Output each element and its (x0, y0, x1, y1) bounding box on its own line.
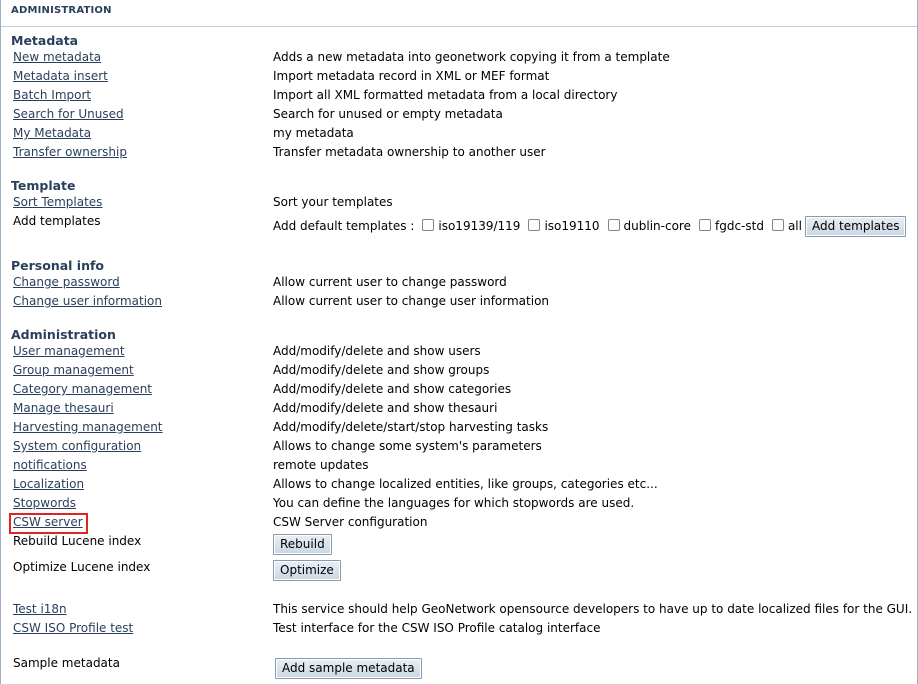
csw-server-desc: CSW Server configuration (273, 515, 428, 529)
checkbox-fgdc-std[interactable] (699, 219, 711, 231)
add-templates-button[interactable]: Add templates (805, 216, 906, 237)
batch-import-link[interactable]: Batch Import (13, 88, 92, 102)
my-metadata-link[interactable]: My Metadata (13, 126, 92, 140)
checkbox-iso19110[interactable] (528, 219, 540, 231)
manage-thesauri-link[interactable]: Manage thesauri (13, 401, 114, 415)
user-management-link[interactable]: User management (13, 344, 125, 358)
metadata-insert-link[interactable]: Metadata insert (13, 69, 108, 83)
add-sample-metadata-button[interactable]: Add sample metadata (275, 658, 422, 679)
category-management-link[interactable]: Category management (13, 382, 153, 396)
test-i18n-link[interactable]: Test i18n (13, 602, 67, 616)
sort-templates-link[interactable]: Sort Templates (13, 195, 103, 209)
localization-desc: Allows to change localized entities, like groups, categories etc... (273, 477, 658, 491)
transfer-ownership-desc: Transfer metadata ownership to another user (273, 145, 546, 159)
checkbox-all[interactable] (772, 219, 784, 231)
csw-server-link[interactable]: CSW server (13, 515, 83, 529)
notifications-desc: remote updates (273, 458, 369, 472)
option-iso19110-label: iso19110 (544, 219, 600, 233)
system-configuration-desc: Allows to change some system's parameters (273, 439, 542, 453)
change-user-information-link[interactable]: Change user information (13, 294, 163, 308)
header-divider (1, 26, 917, 27)
manage-thesauri-desc: Add/modify/delete and show thesauri (273, 401, 498, 415)
group-management-desc: Add/modify/delete and show groups (273, 363, 490, 377)
my-metadata-desc: my metadata (273, 126, 354, 140)
optimize-button[interactable]: Optimize (273, 560, 341, 581)
sample-metadata-label: Sample metadata (13, 656, 120, 670)
optimize-lucene-label: Optimize Lucene index (13, 560, 151, 574)
metadata-insert-desc: Import metadata record in XML or MEF format (273, 69, 550, 83)
option-iso19139-label: iso19139/119 (438, 219, 521, 233)
option-all-label: all (787, 219, 802, 233)
new-metadata-desc: Adds a new metadata into geonetwork copying it from a template (273, 50, 670, 64)
section-title-metadata: Metadata (11, 33, 79, 48)
user-management-desc: Add/modify/delete and show users (273, 344, 481, 358)
add-templates-label: Add templates (13, 214, 101, 228)
rebuild-button[interactable]: Rebuild (273, 534, 332, 555)
checkbox-iso19139[interactable] (422, 219, 434, 231)
sort-templates-desc: Sort your templates (273, 195, 393, 209)
stopwords-desc: You can define the languages for which stopwords are used. (273, 496, 635, 510)
section-title-template: Template (11, 178, 76, 193)
system-configuration-link[interactable]: System configuration (13, 439, 142, 453)
add-default-templates-label: Add default templates : (273, 219, 415, 233)
page-title: ADMINISTRATION (11, 5, 112, 16)
localization-link[interactable]: Localization (13, 477, 85, 491)
group-management-link[interactable]: Group management (13, 363, 134, 377)
frame-border-left (0, 0, 1, 684)
test-i18n-desc: This service should help GeoNetwork opensource developers to have up to date localized files for the GUI. (273, 602, 913, 616)
add-default-templates-row (273, 219, 802, 234)
search-unused-link[interactable]: Search for Unused (13, 107, 124, 121)
csw-iso-profile-test-link[interactable]: CSW ISO Profile test (13, 621, 134, 635)
option-dublin-core-label: dublin-core (623, 219, 691, 233)
checkbox-dublin-core[interactable] (608, 219, 620, 231)
stopwords-link[interactable]: Stopwords (13, 496, 77, 510)
new-metadata-link[interactable]: New metadata (13, 50, 102, 64)
change-password-desc: Allow current user to change password (273, 275, 507, 289)
change-user-information-desc: Allow current user to change user information (273, 294, 550, 308)
rebuild-lucene-label: Rebuild Lucene index (13, 534, 142, 548)
category-management-desc: Add/modify/delete and show categories (273, 382, 512, 396)
csw-iso-profile-test-desc: Test interface for the CSW ISO Profile catalog interface (273, 621, 601, 635)
section-title-personal-info: Personal info (11, 258, 105, 273)
section-title-administration: Administration (11, 327, 116, 342)
option-fgdc-std-label: fgdc-std (714, 219, 764, 233)
harvesting-management-desc: Add/modify/delete/start/stop harvesting tasks (273, 420, 549, 434)
change-password-link[interactable]: Change password (13, 275, 120, 289)
harvesting-management-link[interactable]: Harvesting management (13, 420, 163, 434)
transfer-ownership-link[interactable]: Transfer ownership (13, 145, 127, 159)
search-unused-desc: Search for unused or empty metadata (273, 107, 503, 121)
batch-import-desc: Import all XML formatted metadata from a local directory (273, 88, 618, 102)
notifications-link[interactable]: notifications (13, 458, 87, 472)
